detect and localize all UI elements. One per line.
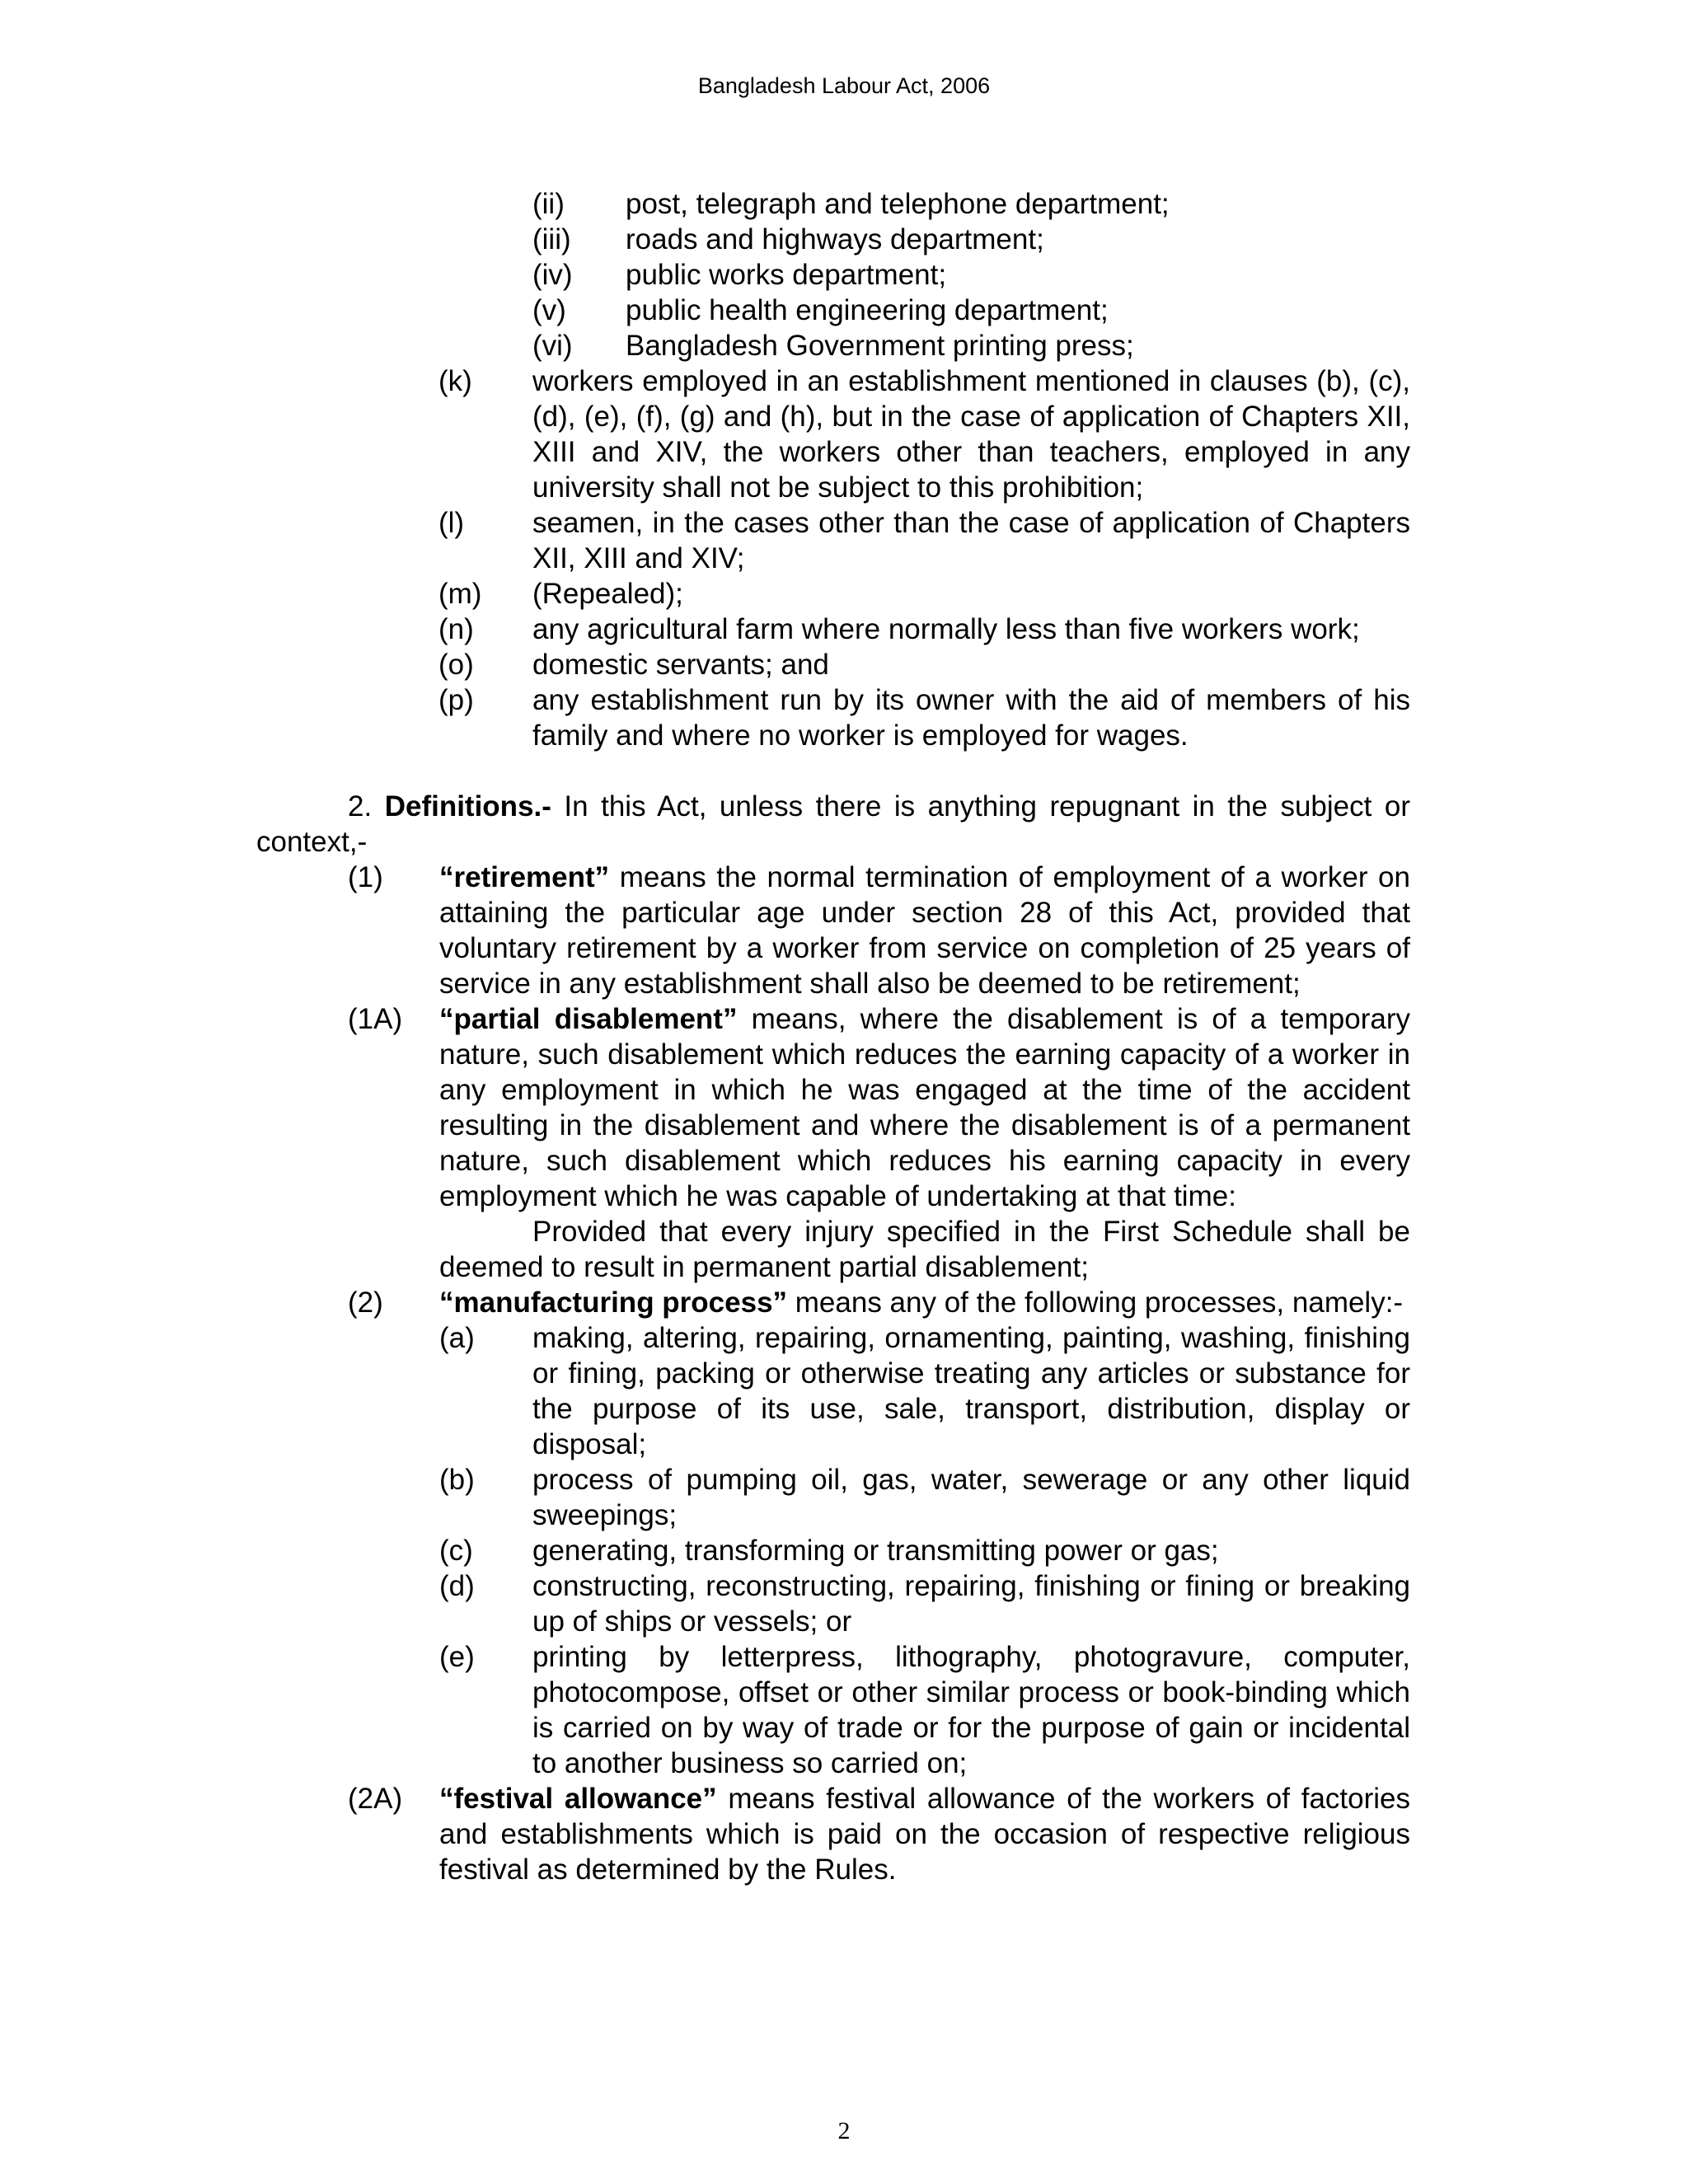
clause-label: (k): [438, 365, 472, 397]
section-heading: Definitions.-: [384, 790, 551, 823]
clause-label: (l): [438, 507, 465, 539]
definition-festival-allowance: [0, 1781, 1688, 1887]
clause-item: [0, 612, 1688, 647]
clause-label: (m): [438, 578, 482, 610]
list-item: [0, 186, 1688, 222]
page-content: [0, 186, 1688, 1887]
list-item: [0, 257, 1688, 293]
definition-body: [439, 1285, 1410, 1320]
clause-text: workers employed in an establishment mentioned in clauses (b), (c), (d), (e), (f), (g) and (h), but in the case of application of Chapters XII, XIII and XIV, the workers other than teachers, employed in any university shall not be subject to this prohibition;: [532, 365, 1410, 504]
process-item: [0, 1462, 1688, 1533]
process-label: (c): [439, 1535, 473, 1567]
process-text: making, altering, repairing, ornamenting, painting, washing, finishing or fining, packing or otherwise treating any articles or substance for the purpose of its use, sale, transport, distribution, display or disposal;: [532, 1322, 1410, 1460]
definition-label: (2): [348, 1286, 383, 1319]
definition-term: “retirement”: [439, 861, 610, 893]
definition-text: means any of the following processes, namely:-: [795, 1286, 1404, 1319]
clause-text: any establishment run by its owner with the aid of members of his family and where no worker is employed for wages.: [532, 684, 1410, 752]
definition-body: [439, 1001, 1410, 1214]
process-text: printing by letterpress, lithography, photogravure, computer, photocompose, offset or other similar process or book-binding which is carried on by way of trade or for the purpose of gain or incidental to another business so carried on;: [532, 1641, 1410, 1779]
clause-item: [0, 363, 1688, 505]
running-header: Bangladesh Labour Act, 2006: [697, 73, 991, 98]
clause-text: seamen, in the cases other than the case of application of Chapters XII, XIII and XIV;: [532, 507, 1410, 574]
item-label: (vi): [532, 330, 573, 362]
definition-body: [439, 860, 1410, 1001]
item-label: (iii): [532, 223, 571, 255]
definition-retirement: [0, 860, 1688, 1001]
definition-body: [439, 1781, 1410, 1887]
definition-manufacturing-process: [0, 1285, 1688, 1320]
definition-term: “festival allowance”: [439, 1783, 717, 1815]
process-text: generating, transforming or transmitting power or gas;: [532, 1535, 1219, 1567]
item-text: post, telegraph and telephone department;: [626, 188, 1170, 220]
paragraph-gap: [0, 753, 1688, 789]
clause-item: [0, 682, 1688, 753]
clause-item: [0, 505, 1688, 576]
definition-label: (1): [348, 861, 383, 893]
clause-item: [0, 576, 1688, 612]
item-text: roads and highways department;: [626, 223, 1044, 255]
list-item: [0, 293, 1688, 328]
section-intro-text: In this Act, unless there is anything repugnant in the subject or context,-: [256, 790, 1410, 858]
clause-text: any agricultural farm where normally less than five workers work;: [532, 613, 1360, 645]
clause-text: (Repealed);: [532, 578, 683, 610]
item-label: (ii): [532, 188, 565, 220]
process-item: [0, 1639, 1688, 1781]
clause-item: [0, 647, 1688, 682]
item-text: public health engineering department;: [626, 294, 1109, 326]
definition-label: (1A): [348, 1003, 403, 1035]
process-text: process of pumping oil, gas, water, sewerage or any other liquid sweepings;: [532, 1464, 1410, 1531]
process-label: (d): [439, 1570, 475, 1602]
process-item: [0, 1533, 1688, 1568]
clause-label: (p): [438, 684, 474, 716]
definition-label: (2A): [348, 1783, 403, 1815]
definition-term: “manufacturing process”: [439, 1286, 788, 1319]
item-text: Bangladesh Government printing press;: [626, 330, 1134, 362]
definition-text: means the normal termination of employment of a worker on attaining the particular age under section 28 of this Act, provided that voluntary retirement by a worker from service on completion of 25 years of service in any establishment shall also be deemed to be retirement;: [439, 861, 1410, 1000]
page-number: 2: [837, 2117, 851, 2144]
section-2-intro: [256, 789, 1410, 860]
clause-text: domestic servants; and: [532, 649, 829, 681]
process-label: (b): [439, 1464, 475, 1496]
definition-partial-disablement: [0, 1001, 1688, 1285]
item-label: (v): [532, 294, 566, 326]
process-label: (e): [439, 1641, 475, 1673]
process-item: [0, 1320, 1688, 1462]
clause-label: (n): [438, 613, 474, 645]
process-item: [0, 1568, 1688, 1639]
clause-label: (o): [438, 649, 474, 681]
item-label: (iv): [532, 259, 573, 291]
process-text: constructing, reconstructing, repairing, finishing or fining or breaking up of ships or vessels; or: [532, 1570, 1410, 1638]
list-item: [0, 328, 1688, 363]
process-label: (a): [439, 1322, 475, 1354]
definition-term: “partial disablement”: [439, 1003, 738, 1035]
section-number: 2.: [348, 790, 373, 823]
item-text: public works department;: [626, 259, 947, 291]
list-item: [0, 222, 1688, 257]
definition-text: means, where the disablement is of a temporary nature, such disablement which reduces the earning capacity of a worker in any employment in which he was engaged at the time of the accident resulting in the disablement and where the disablement is of a permanent nature, such disablement which reduces his earning capacity in every employment which he was capable of undertaking at that time:: [439, 1003, 1411, 1212]
definition-proviso: Provided that every injury specified in the First Schedule shall be deemed to result in permanent partial disablement;: [439, 1216, 1410, 1283]
definition-text: means festival allowance of the workers of factories and establishments which is paid on the occasion of respective religious festival as determined by the Rules.: [439, 1783, 1411, 1886]
